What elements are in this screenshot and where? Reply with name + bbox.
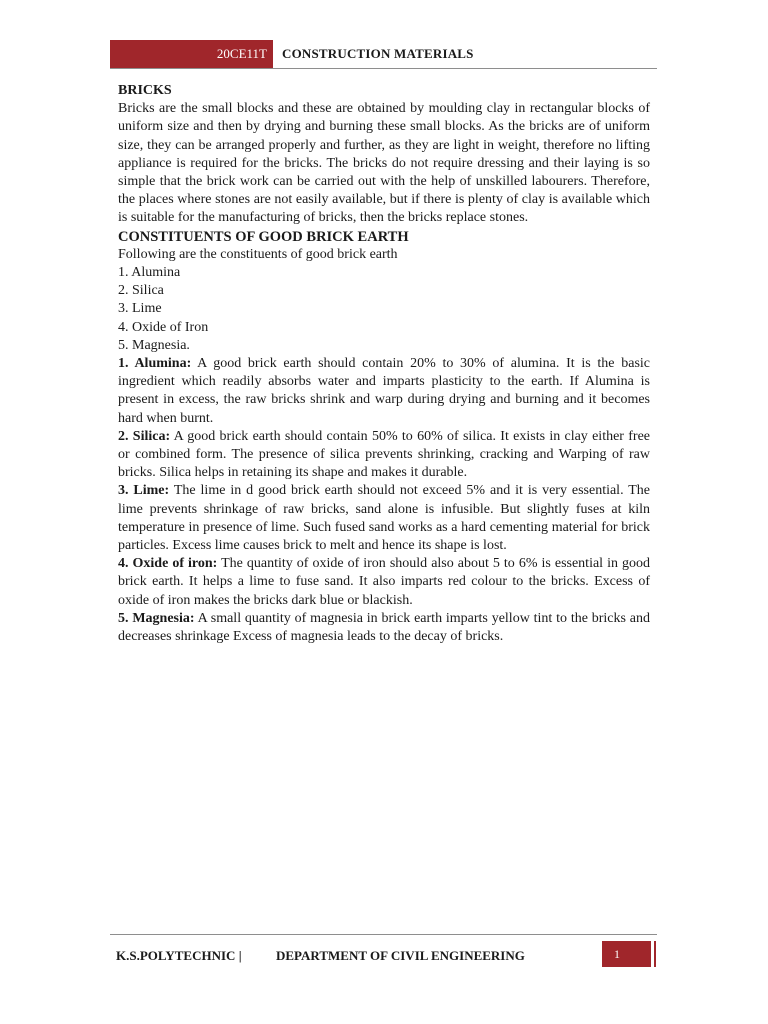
paragraph-term: 3. Lime: — [118, 483, 170, 499]
constituents-list — [118, 264, 650, 355]
page-number: 1 — [602, 941, 654, 967]
paragraph-text: A good brick earth should contain 50% to 60% of silica. It exists in clay either free or combined form. The presence of silica prevents shrinking, cracking and Warping of raw bricks. Silica helps in retaining its shape and makes it durable. — [118, 428, 650, 481]
list-intro: Following are the constituents of good brick earth — [118, 246, 398, 262]
paragraph-text: A small quantity of magnesia in brick earth imparts yellow tint to the bricks and decreases shrinkage Excess of magnesia leads to the decay of bricks. — [118, 610, 650, 645]
oxide-of-iron-paragraph — [118, 555, 650, 610]
list-item: 2. Silica — [118, 283, 164, 299]
paragraph-text: The lime in d good brick earth should not exceed 5% and it is very essential. The lime prevents shrinkage of raw bricks, sand alone is infusible. But slightly fuses at kiln temperature in presence of lime. Such fused sand works as a hard cementing material for brick particles. Excess lime causes brick to melt and hence its shape is lost. — [118, 483, 651, 554]
course-code: 20CE11T — [110, 40, 274, 68]
paragraph-term: 4. Oxide of iron: — [118, 556, 218, 572]
page-footer — [110, 934, 657, 967]
section-heading: CONSTITUENTS OF GOOD BRICK EARTH — [118, 228, 409, 245]
silica-paragraph — [118, 428, 650, 483]
intro-paragraph: Bricks are the small blocks and these are obtained by moulding clay in rectangular blocks of uniform size and then by drying and burning these small blocks. As the bricks are of uniform size, they can be arranged properly and further, as they are light in weight, therefore no lifting appliance is required for the bricks. The bricks do not require dressing and their laying is so simple that the brick work can be carried out with the help of unskilled labourers. Therefore, the places where stones are not easily available, but if there is plenty of clay is available which is suitable for the manufacturing of bricks, then the bricks replace stones. — [118, 101, 650, 226]
document-body — [118, 82, 650, 646]
alumina-paragraph — [118, 355, 650, 428]
department-name: DEPARTMENT OF CIVIL ENGINEERING — [276, 948, 525, 963]
magnesia-paragraph — [118, 610, 650, 646]
institution-name: K.S.POLYTECHNIC | — [116, 948, 242, 963]
list-item: 4. Oxide of Iron — [118, 319, 209, 335]
course-title: CONSTRUCTION MATERIALS — [282, 46, 474, 61]
list-item: 3. Lime — [118, 301, 162, 317]
paragraph-term: 5. Magnesia: — [118, 610, 195, 626]
paragraph-text: The quantity of oxide of iron should also about 5 to 6% is essential in good brick earth. It helps a lime to fuse sand. It also imparts red colour to the bricks. Excess of oxide of iron makes the bricks dark blue or blackish. — [118, 556, 650, 608]
document-title: BRICKS — [118, 83, 172, 98]
paragraph-term: 1. Alumina: — [118, 356, 192, 372]
page-header — [110, 40, 657, 69]
list-item: 5. Magnesia. — [118, 337, 190, 353]
list-item: 1. Alumina — [118, 265, 181, 281]
paragraph-term: 2. Silica: — [118, 428, 171, 444]
lime-paragraph — [118, 482, 650, 555]
paragraph-text: A good brick earth should contain 20% to 30% of alumina. It is the basic ingredient which readily absorbs water and imparts plasticity to the earth. If Alumina is present in excess, the raw bricks shrink and warp during drying and burning and it becomes hard when burnt. — [118, 356, 650, 426]
